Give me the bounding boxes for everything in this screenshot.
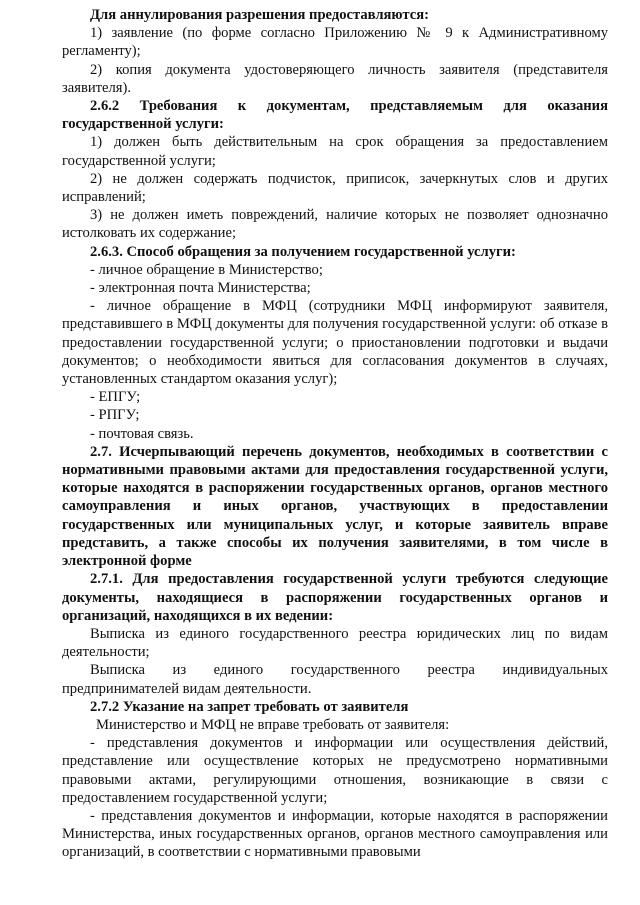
section-heading-2-6-3: 2.6.3. Способ обращения за получением государственной услуги: <box>90 243 516 260</box>
list-item: - личное обращение в МФЦ (сотрудники МФЦ информируют заявителя, представившего в МФЦ документы для получения государственной услуги: об отказе в предоставлении государственной услуги; о приостановлении подготовки и выдачи документов; о необходимости явиться для согласования документов в случаях, установленных стандартом оказания услуг); <box>62 298 608 388</box>
list-item: 2) копия документа удостоверяющего личность заявителя (представителя заявителя). <box>62 61 608 96</box>
paragraph: Выписка из единого государственного реестра индивидуальных предпринимателей видам деятельности. <box>62 662 608 697</box>
list-item: - электронная почта Министерства; <box>90 280 311 297</box>
section-heading-2-7: 2.7. Исчерпывающий перечень документов, необходимых в соответствии с нормативными правовыми актами для предоставления государственной услуги, которые находятся в распоряжении государственных органов, органов местного самоуправления и иных органов, участвующих в предоставлении государственных или муниципальных услуг, и которые заявитель вправе представить, а также способы их получения заявителями, в том числе в электронной форме <box>62 443 608 570</box>
list-item: - ЕПГУ; <box>90 389 141 406</box>
section-heading-2-7-2: 2.7.2 Указание на запрет требовать от заявителя <box>90 698 409 715</box>
paragraph: Министерство и МФЦ не вправе требовать от заявителя: <box>96 716 450 733</box>
list-item: - личное обращение в Министерство; <box>90 261 323 278</box>
list-item: 2) не должен содержать подчисток, приписок, зачеркнутых слов и других исправлений; <box>62 170 608 206</box>
list-item: - представления документов и информации, которые находятся в распоряжении Министерства, иных государственных органов, органов местного самоуправления или организаций, в соответствии с нормативными правовыми <box>62 807 608 861</box>
annulment-heading: Для аннулирования разрешения предоставляются: <box>90 7 429 23</box>
list-item: 1) должен быть действительным на срок обращения за предоставлением государственной услуги; <box>62 134 608 169</box>
document-body <box>62 6 608 862</box>
list-item: - представления документов и информации или осуществления действий, представление или осуществление которых не предусмотрено нормативными правовыми актами, регулирующими отношения, возникающие в связи с предоставлением государственной услуги; <box>62 735 608 806</box>
list-item: 3) не должен иметь повреждений, наличие которых не позволяет однозначно истолковать их содержание; <box>62 207 608 242</box>
list-item: - почтовая связь. <box>90 425 194 442</box>
section-heading-2-6-2: 2.6.2 Требования к документам, представляемым для оказания государственной услуги: <box>62 98 608 133</box>
paragraph: Выписка из единого государственного реестра юридических лиц по видам деятельности; <box>62 625 608 661</box>
section-heading-2-7-1: 2.7.1. Для предоставления государственной услуги требуются следующие документы, находящиеся в распоряжении государственных органов и организаций, находящихся в их ведении: <box>62 571 608 624</box>
list-item: - РПГУ; <box>90 407 140 424</box>
list-item: 1) заявление (по форме согласно Приложению № 9 к Административному регламенту); <box>62 25 608 60</box>
